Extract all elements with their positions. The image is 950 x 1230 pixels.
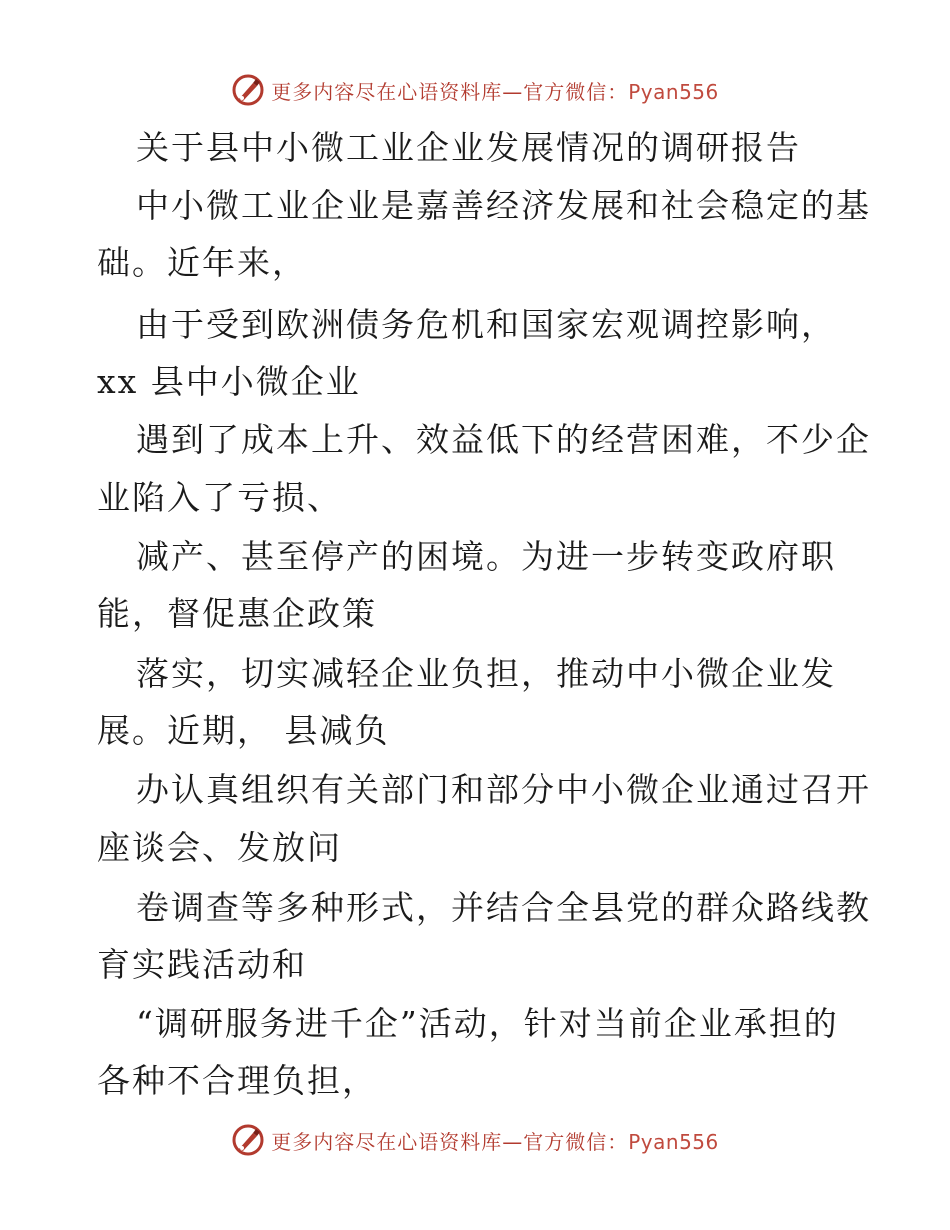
paragraph-line: “调研服务进千企”活动，针对当前企业承担的: [136, 1004, 839, 1043]
paragraph-line: 遇到了成本上升、效益低下的经营困难，不少企: [136, 420, 871, 459]
paragraph-line: 各种不合理负担，: [97, 1061, 377, 1100]
paragraph-line: 展。近期， 县减负: [97, 711, 390, 750]
paragraph-line: 能，督促惠企政策: [97, 594, 377, 633]
pen-logo-icon: [231, 73, 265, 107]
paragraph-line: 座谈会、发放问: [97, 828, 342, 867]
watermark-wechat-id: Pyan556: [628, 79, 719, 104]
paragraph-line: xx 县中小微企业: [97, 362, 361, 401]
pen-logo-icon: [231, 1123, 265, 1157]
paragraph-line: 落实，切实减轻企业负担，推动中小微企业发: [136, 654, 836, 693]
watermark-wechat-id: Pyan556: [628, 1129, 719, 1154]
paragraph-line: 由于受到欧洲债务危机和国家宏观调控影响，: [136, 305, 836, 344]
paragraph-line: 减产、甚至停产的困境。为进一步转变政府职: [136, 537, 836, 576]
paragraph-line: 中小微工业企业是嘉善经济发展和社会稳定的基: [136, 186, 871, 225]
footer-watermark: [0, 1120, 950, 1160]
paragraph-line: 础。近年来，: [97, 243, 307, 282]
watermark-text: 更多内容尽在心语资料库—官方微信：Pyan556: [271, 1129, 719, 1154]
paragraph-line: 办认真组织有关部门和部分中小微企业通过召开: [136, 770, 871, 809]
watermark-text: 更多内容尽在心语资料库—官方微信：Pyan556: [271, 79, 719, 104]
document-title: 关于县中小微工业企业发展情况的调研报告: [136, 128, 801, 167]
paragraph-line: 业陷入了亏损、: [97, 478, 342, 517]
paragraph-line: 卷调查等多种形式，并结合全县党的群众路线教: [136, 888, 871, 927]
header-watermark: [0, 70, 950, 110]
paragraph-line: 育实践活动和: [97, 945, 307, 984]
